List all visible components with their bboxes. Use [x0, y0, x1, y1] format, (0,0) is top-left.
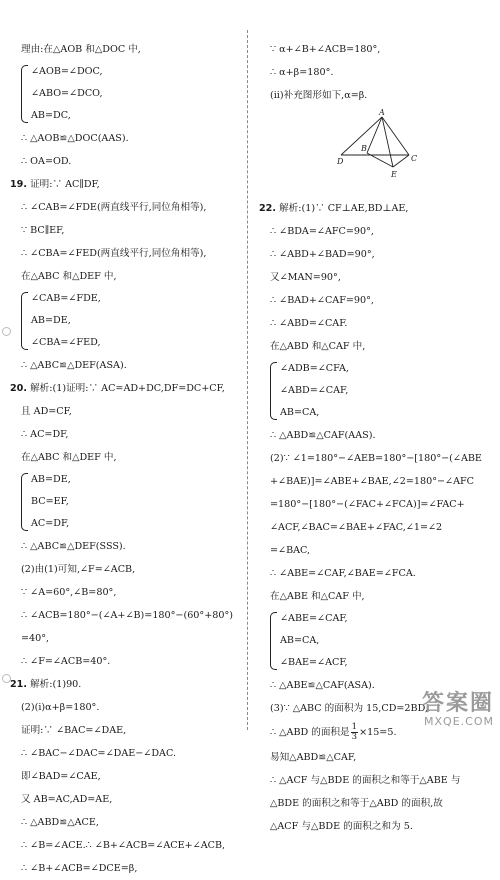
condition-line: ∠ABE=∠CAF,	[280, 613, 348, 624]
triangle-diagram	[337, 109, 427, 195]
text-line: 即∠BAD=∠CAE,	[21, 771, 101, 782]
text-line: ∴ ∠ABE=∠CAF,∠BAE=∠FCA.	[270, 568, 416, 579]
segment-EC	[393, 155, 409, 167]
condition-brace	[10, 469, 238, 535]
question-number: 21.	[10, 679, 27, 690]
condition-line: ∠CBA=∠FED,	[31, 337, 101, 348]
watermark-url: MXQE.COM	[424, 715, 494, 728]
site-watermark	[422, 692, 494, 728]
text-line: ∠ACF,∠BAC=∠BAE+∠FAC,∠1=∠2	[270, 522, 443, 533]
text-line: (2)由(1)可知,∠F=∠ACB,	[21, 564, 136, 575]
text-line: (2)∵ ∠1=180°−∠AEB=180°−[180°−(∠ABE	[270, 453, 482, 464]
condition-line: ∠AOB=∠DOC,	[31, 66, 103, 77]
text-line: 在△ABE 和△CAF 中,	[270, 591, 365, 602]
condition-line: AB=DE,	[31, 474, 71, 485]
text-line: 且 AD=CF,	[21, 406, 72, 417]
text-line: (3)∵ △ABC 的面积为 15,CD=2BD,	[270, 703, 428, 714]
text-line: ∴ △ABC≌△DEF(SSS).	[21, 541, 126, 552]
text-line: △ACF 与△BDE 的面积之和为 5.	[270, 821, 413, 832]
text-line: =40°,	[21, 633, 50, 644]
text-line: ∴ △ABC≌△DEF(ASA).	[21, 360, 127, 371]
segment-AB	[367, 117, 382, 153]
question-22: 22. 解析:(1)∵ CF⊥AE,BD⊥AE,	[259, 203, 409, 214]
text-line: ∴ AC=DF,	[21, 429, 69, 440]
question-21: 21. 解析:(1)90.	[10, 679, 82, 690]
text-line: ∴ ∠ACB=180°−(∠A+∠B)=180°−(60°+80°)	[21, 610, 233, 621]
condition-line: AB=CA,	[280, 635, 320, 646]
condition-brace	[259, 608, 491, 674]
fraction: $\frac{1}{3}$	[351, 722, 358, 742]
text-line: ∵ α+∠B+∠ACB=180°,	[270, 44, 381, 55]
text-line: 证明:∵ ∠BAC=∠DAE,	[21, 725, 127, 736]
text-line: ∴ △AOB≌△DOC(AAS).	[21, 133, 129, 144]
text-line: +∠BAE)]=∠ABE+∠BAE,∠2=180°−∠AFC	[270, 476, 475, 487]
text-line: ∴ ∠ABD+∠BAD=90°,	[270, 249, 375, 260]
text-line: ∴ ∠F=∠ACB=40°.	[21, 656, 111, 667]
text-line: ∴ ∠CAB=∠FDE(两直线平行,同位角相等),	[21, 202, 207, 213]
condition-line: ∠ABO=∠DCO,	[31, 88, 103, 99]
condition-brace	[10, 288, 238, 354]
condition-line: ∠ADB=∠CFA,	[280, 363, 349, 374]
left-column	[10, 38, 238, 880]
text-line: ∴ ∠BAC−∠DAC=∠DAE−∠DAC.	[21, 748, 176, 759]
condition-line: ∠BAE=∠ACF,	[280, 657, 348, 668]
text-line: ∴ ∠CBA=∠FED(两直线平行,同位角相等),	[21, 248, 207, 259]
text-line: ∴ OA=OD.	[21, 156, 72, 167]
text-line: ∴ △ACF 与△BDE 的面积之和等于△ABE 与	[270, 775, 461, 786]
text-line: 在△ABC 和△DEF 中,	[21, 271, 117, 282]
text-line: ∴ △ABD≌△ACE,	[21, 817, 99, 828]
text-line: ∴ ∠ABD=∠CAF.	[270, 318, 348, 329]
text-line: 易知△ABD≌△CAF,	[270, 752, 357, 763]
text-line: △BDE 的面积之和等于△ABD 的面积,故	[270, 798, 443, 809]
condition-line: BC=EF,	[31, 496, 69, 507]
condition-line: AB=DE,	[31, 315, 71, 326]
text-line: 在△ABD 和△CAF 中,	[270, 341, 366, 352]
label-B: B	[361, 144, 367, 153]
text-line: (ii)补充图形如下,α=β.	[270, 90, 368, 101]
text-line: ∴ △ABD 的面积是 $\frac{1}{3}$ ×15=5.	[270, 722, 397, 742]
text-line: ∴ △ABE≌△CAF(ASA).	[270, 680, 375, 691]
question-number: 20.	[10, 383, 27, 394]
text-line: ∵ ∠A=60°,∠B=80°,	[21, 587, 117, 598]
condition-line: AB=DC,	[31, 110, 71, 121]
text-line: 在△ABC 和△DEF 中,	[21, 452, 117, 463]
question-number: 22.	[259, 203, 276, 214]
text-line: ∵ BC∥EF,	[21, 225, 65, 236]
text-line: ∴ △ABD≌△CAF(AAS).	[270, 430, 376, 441]
label-D: D	[337, 157, 344, 166]
text-line: ∴ ∠B=∠ACE.∴ ∠B+∠ACB=∠ACE+∠ACB,	[21, 840, 226, 851]
label-E: E	[391, 170, 397, 179]
label-A: A	[379, 109, 385, 117]
text-line: 理由:在△AOB 和△DOC 中,	[21, 44, 141, 55]
geometry-figure	[259, 107, 491, 197]
text-line: 又∠MAN=90°,	[270, 272, 341, 283]
text-line: ∴ α+β=180°.	[270, 67, 334, 78]
question-number: 19.	[10, 179, 27, 190]
condition-line: AC=DF,	[31, 518, 70, 529]
text-line: (2)(i)α+β=180°.	[21, 702, 100, 713]
question-20: 20. 解析:(1)证明:∵ AC=AD+DC,DF=DC+CF,	[10, 383, 225, 394]
question-19: 19. 证明:∵ AC∥DF,	[10, 179, 100, 190]
condition-brace	[259, 358, 491, 424]
text-line: ∴ ∠BAD+∠CAF=90°,	[270, 295, 374, 306]
condition-line: AB=CA,	[280, 407, 320, 418]
label-C: C	[411, 154, 418, 163]
text-line: ∴ ∠BDA=∠AFC=90°,	[270, 226, 374, 237]
text-line: 又 AB=AC,AD=AE,	[21, 794, 113, 805]
column-divider	[247, 30, 248, 730]
condition-line: ∠ABD=∠CAF,	[280, 385, 349, 396]
text-line: ∴ ∠B+∠ACB=∠DCE=β,	[21, 863, 138, 874]
condition-brace	[10, 61, 238, 127]
condition-line: ∠CAB=∠FDE,	[31, 293, 101, 304]
watermark-logo-text: 答案圈	[421, 691, 494, 716]
text-line: =180°−[180°−(∠FAC+∠FCA)]=∠FAC+	[270, 499, 465, 510]
text-line: =∠BAC,	[270, 545, 311, 556]
